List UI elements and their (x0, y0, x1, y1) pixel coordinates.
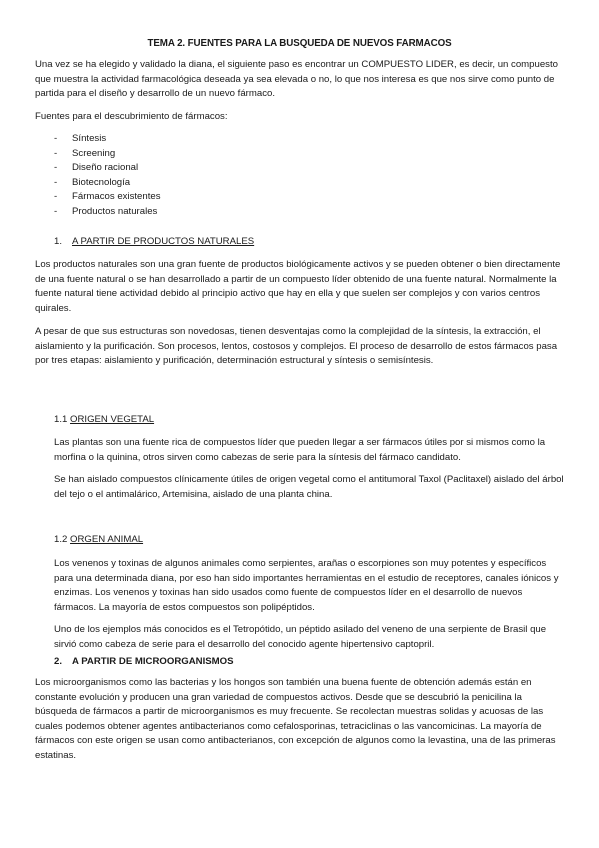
subsection-1-2-number: 1.2 (54, 534, 68, 545)
section-1-paragraph-1: Los productos naturales son una gran fuente de productos biológicamente activos y se pueden obtener o bien directamente de una fuente natural o se han desarrollado a partir de un compuesto líder obtenido de una fuente natural. Normalmente la fuente natural tiene actividad debido al principio activo que hay en ella y que suelen ser complejos y con varios centros quirales. (35, 259, 561, 314)
section-1-heading (54, 235, 254, 250)
subsection-1-2-paragraph-1: Los venenos y toxinas de algunos animales como serpientes, arañas o escorpiones son muy potentes y específicos para una determinada diana, por eso han sido importantes herramientas en el estudio de receptores, canales iónicos y enzimas. Los venenos y toxinas han sido usados como fuente de compuestos líder en el desarrollo de nuevos fármacos. La mayoría de estos compuestos son polipéptidos. (54, 558, 559, 613)
subsection-1-1-paragraph-1: Las plantas son una fuente rica de compuestos líder que pueden llegar a ser fármacos útiles por si mismos como la morfina o la quinina, otros sirven como cabezas de serie para la síntesis del fármaco candidato. (54, 437, 546, 463)
sources-label: Fuentes para el descubrimiento de fármacos: (35, 111, 228, 122)
subsection-1-2-title: ORGEN ANIMAL (70, 534, 144, 545)
section-2-heading (54, 655, 234, 670)
section-1-title: A PARTIR DE PRODUCTOS NATURALES (72, 236, 255, 247)
subsection-1-2-heading (54, 533, 143, 548)
subsection-1-1-number: 1.1 (54, 414, 68, 425)
list-item: - Síntesis (54, 132, 161, 147)
section-2-title: A PARTIR DE MICROORGANISMOS (72, 656, 234, 667)
section-1-number: 1. (54, 236, 63, 247)
section-2-number: 2. (54, 656, 63, 667)
section-2-paragraph-1: Los microorganismos como las bacterias y los hongos son también una buena fuente de obtención además están en constante evolución y producen una gran variedad de compuestos activos. Desde que se descubrió la penicilina la búsqueda de fármacos a partir de microorganismos es muy frecuente. Se recolectan muestras solidas y acuosas de las cuales podemos obtener agentes antibacterianos como cefalosporinas, tetraciclinas o las vancomicinas. La mayoría de fármacos con este origen se usan como antibacterianos, con excepción de algunos como la levastina, una de las primeras estatinas. (35, 677, 556, 761)
section-1-paragraph-2: A pesar de que sus estructuras son novedosas, tienen desventajas como la complejidad de la síntesis, la extracción, el aislamiento y la purificación. Son procesos, lentos, costosos y complejos. El proceso de desarrollo de estos fármacos pasa por tres etapas: aislamiento y purificación, determinación estructural y síntesis o semisíntesis. (35, 326, 558, 367)
list-item: - Productos naturales (54, 205, 161, 220)
subsection-1-1-title: ORIGEN VEGETAL (70, 414, 155, 425)
subsection-1-1-heading (54, 413, 154, 428)
intro-paragraph: Una vez se ha elegido y validado la diana, el siguiente paso es encontrar un COMPUESTO LIDER, es decir, un compuesto que muestra la actividad farmacológica deseada ya sea elevada o no, lo que nos interesa es que nos sirve como punto de partida para el diseño y desarrollo de un nuevo fármaco. (35, 59, 558, 100)
subsection-1-1-paragraph-2: Se han aislado compuestos clínicamente útiles de origen vegetal como el antitumoral Taxol (Paclitaxel) aislado del árbol del tejo o el antimalárico, Artemisina, aislado de una planta china. (54, 474, 564, 500)
list-item: - Biotecnología (54, 176, 161, 191)
list-item: - Screening (54, 147, 161, 162)
sources-list (54, 132, 161, 220)
list-item: - Fármacos existentes (54, 190, 161, 205)
list-item: - Diseño racional (54, 161, 161, 176)
page-title: TEMA 2. FUENTES PARA LA BUSQUEDA DE NUEVOS FARMACOS (147, 38, 452, 49)
subsection-1-2-paragraph-2: Uno de los ejemplos más conocidos es el Tetropótido, un péptido asilado del veneno de una serpiente de Brasil que sirvió como cabeza de serie para el desarrollo del conocido agente hipertensivo captopril. (54, 624, 547, 650)
